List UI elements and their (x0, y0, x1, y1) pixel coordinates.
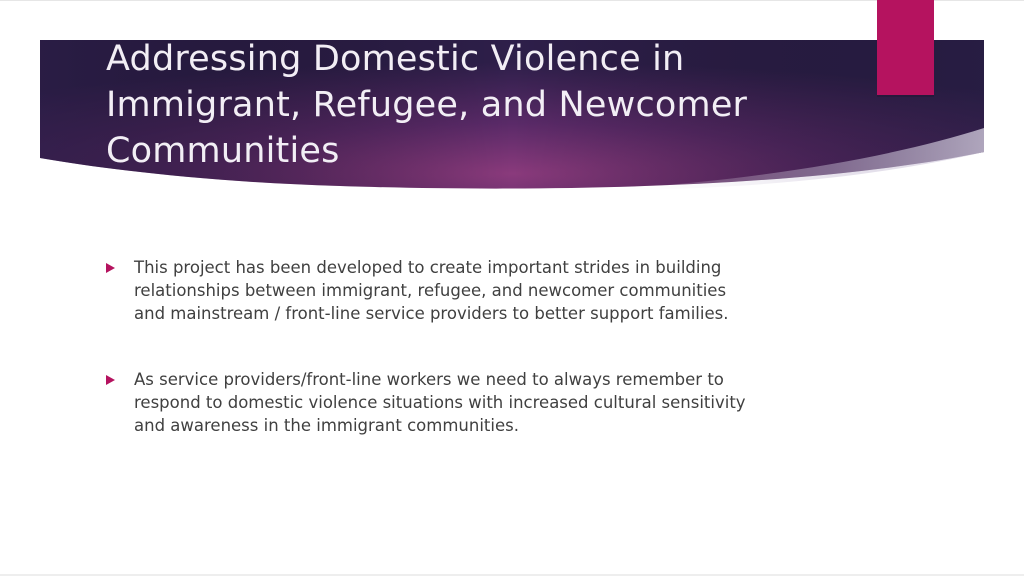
bullet-text-line: and awareness in the immigrant communities. (134, 416, 519, 435)
top-divider (0, 0, 1024, 1)
bullet-text-line: respond to domestic violence situations with increased cultural sensitivity (134, 393, 746, 412)
bullet-item (106, 368, 826, 437)
slide-title (106, 36, 846, 174)
bullet-text-line: and mainstream / front-line service providers to better support families. (134, 304, 729, 323)
slide-title-line: Communities (106, 131, 340, 171)
bullet-list (106, 256, 826, 480)
accent-bar (877, 0, 934, 95)
accent-bar-shadow (877, 95, 934, 97)
bullet-item (106, 256, 826, 325)
slide-title-line: Immigrant, Refugee, and Newcomer (106, 85, 748, 125)
bullet-text-line: relationships between immigrant, refugee, and newcomer communities (134, 281, 727, 300)
slide-title-line: Addressing Domestic Violence in (106, 39, 685, 79)
triangle-right-icon (106, 375, 115, 385)
bullet-text-line: As service providers/front-line workers we need to always remember to (134, 370, 724, 389)
bullet-text-line: This project has been developed to create important strides in building (134, 258, 722, 277)
triangle-right-icon (106, 263, 115, 273)
